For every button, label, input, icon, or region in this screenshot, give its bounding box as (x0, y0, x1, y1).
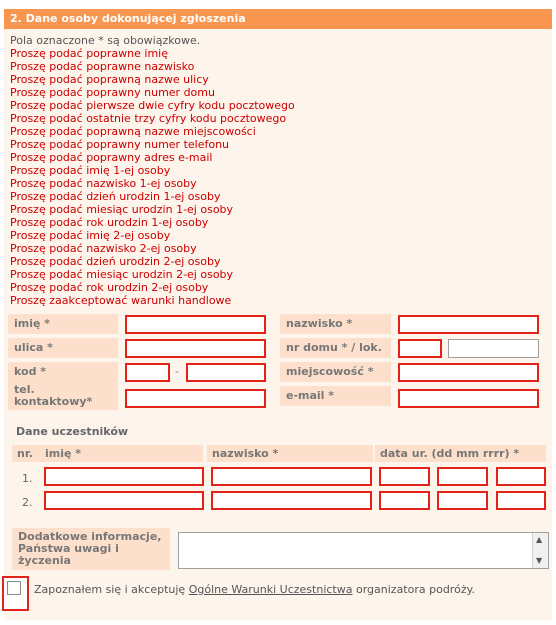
row-number: 1. (22, 472, 33, 485)
participant-1-day-input[interactable] (379, 467, 430, 486)
error-message: Proszę podać nazwisko 2-ej osoby (10, 242, 197, 255)
street-input[interactable] (125, 339, 266, 358)
scroll-down-icon[interactable]: ▼ (536, 556, 543, 565)
participant-1-month-input[interactable] (437, 467, 488, 486)
error-message: Proszę podać nazwisko 1-ej osoby (10, 177, 197, 190)
required-note: Pola oznaczone * są obowiązkowe. (10, 34, 201, 47)
scroll-up-icon[interactable]: ▲ (536, 535, 543, 544)
error-message: Proszę podać poprawne imię (10, 47, 168, 60)
participant-1-first-name-input[interactable] (44, 467, 204, 486)
phone-label: tel. kontaktowy* (8, 382, 118, 410)
error-message: Proszę podać miesiąc urodzin 1-ej osoby (10, 203, 234, 216)
first-name-input[interactable] (125, 315, 266, 334)
error-message: Proszę podać poprawną nazwe ulicy (10, 73, 209, 86)
phone-input[interactable] (125, 389, 266, 408)
apartment-input[interactable] (448, 339, 539, 358)
error-message: Proszę podać rok urodzin 1-ej osoby (10, 216, 209, 229)
city-input[interactable] (398, 363, 539, 382)
email-label: e-mail * (280, 386, 391, 406)
col-dob-header: data ur. (dd mm rrrr) * (375, 445, 546, 462)
terms-link[interactable]: Ogólne Warunki Uczestnictwa (188, 583, 353, 596)
zip-first-input[interactable] (125, 363, 170, 382)
section-header: 2. Dane osoby dokonującej zgłoszenia (4, 9, 552, 29)
last-name-label: nazwisko * (280, 314, 391, 334)
error-message: Proszę podać rok urodzin 2-ej osoby (10, 281, 209, 294)
email-input[interactable] (398, 389, 539, 408)
error-message: Proszę podać imię 1-ej osoby (10, 164, 171, 177)
textarea-scrollbar[interactable] (532, 533, 548, 568)
zip-dash: - (175, 365, 179, 378)
error-message: Proszę podać pierwsze dwie cyfry kodu pocztowego (10, 99, 295, 112)
error-message: Proszę podać poprawny numer domu (10, 86, 215, 99)
participant-1-year-input[interactable] (496, 467, 546, 486)
error-list (10, 47, 295, 307)
col-nr-header: nr. (12, 445, 40, 462)
participant-2-month-input[interactable] (437, 491, 488, 510)
error-message: Proszę podać poprawne nazwisko (10, 60, 195, 73)
extra-info-label: Dodatkowe informacje, Państwa uwagi i życzenia (12, 528, 170, 570)
terms-text-after: organizatora podróży. (352, 583, 476, 596)
error-message: Proszę podać poprawny numer telefonu (10, 138, 230, 151)
extra-info-textarea[interactable] (178, 532, 549, 569)
terms-text-before: Zapoznałem się i akceptuję (34, 583, 189, 596)
error-message: Proszę podać ostatnie trzy cyfry kodu pocztowego (10, 112, 287, 125)
house-number-label: nr domu * / lok. (280, 338, 391, 358)
col-last-name-header: nazwisko * (207, 445, 373, 462)
terms-checkbox-wrapper (2, 576, 29, 611)
street-label: ulica * (8, 338, 118, 358)
zip-label: kod * (8, 362, 118, 382)
participant-1-last-name-input[interactable] (211, 467, 372, 486)
city-label: miejscowość * (280, 362, 391, 382)
error-message: Proszę podać dzień urodzin 2-ej osoby (10, 255, 221, 268)
zip-last-input[interactable] (186, 363, 266, 382)
participant-2-first-name-input[interactable] (44, 491, 204, 510)
terms-text (34, 583, 475, 596)
last-name-input[interactable] (398, 315, 539, 334)
error-message: Proszę zaakceptować warunki handlowe (10, 294, 232, 307)
participants-title: Dane uczestników (16, 425, 129, 438)
error-message: Proszę podać dzień urodzin 1-ej osoby (10, 190, 221, 203)
col-first-name-header: imię * (40, 445, 203, 462)
house-number-input[interactable] (398, 339, 442, 358)
participant-2-year-input[interactable] (496, 491, 546, 510)
row-number: 2. (22, 496, 33, 509)
participant-2-last-name-input[interactable] (211, 491, 372, 510)
error-message: Proszę podać poprawną nazwe miejscowości (10, 125, 256, 138)
error-message: Proszę podać miesiąc urodzin 2-ej osoby (10, 268, 234, 281)
error-message: Proszę podać imię 2-ej osoby (10, 229, 171, 242)
first-name-label: imię * (8, 314, 118, 334)
participant-2-day-input[interactable] (379, 491, 430, 510)
error-message: Proszę podać poprawny adres e-mail (10, 151, 213, 164)
terms-checkbox[interactable] (7, 581, 21, 595)
